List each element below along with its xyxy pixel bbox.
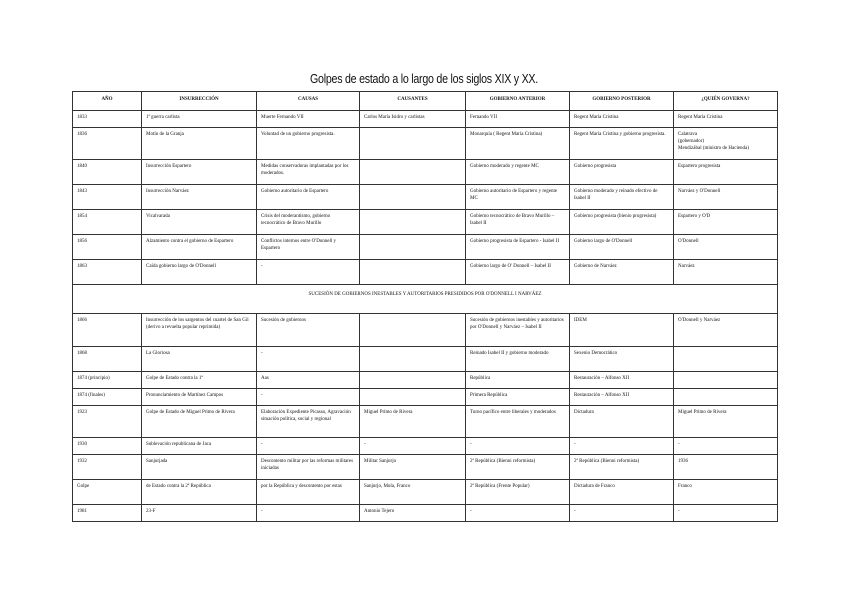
table-cell <box>360 347 466 372</box>
table-cell: - <box>570 438 674 455</box>
table-cell: Descontento militar por las reformas militares iniciadas <box>257 455 360 480</box>
table-cell: Miguel Primo de Rivera <box>674 406 778 438</box>
table-row <box>73 505 778 522</box>
table-cell <box>360 389 466 406</box>
table-cell <box>360 372 466 389</box>
table-cell: República <box>466 372 570 389</box>
table-cell: 2ª República (Bienni reformista) <box>466 455 570 480</box>
table-cell: Carlos María Isidro y carlistas <box>360 111 466 128</box>
table-cell: Elaboración Expediente Picasso, Agravación situación política, social y regional <box>257 406 360 438</box>
table-cell: Caída gobierno largo de O'Donnell <box>142 260 257 285</box>
table-cell <box>674 372 778 389</box>
table-cell: Alzamiento contra el gobierno de Espartero <box>142 235 257 260</box>
table-cell: Gobierno progresista (bienio progresista) <box>570 210 674 235</box>
table-cell: - <box>360 438 466 455</box>
table-cell: Reinado Isabel II y gobierno moderado <box>466 347 570 372</box>
table-row <box>73 372 778 389</box>
table-row <box>73 455 778 480</box>
table-row <box>73 160 778 185</box>
merged-row-text: SUCESIÓN DE GOBIERNOS INESTABLES Y AUTORITARIOS PRESIDIDOS POR O'DONNELL I NARVÁEZ <box>73 285 778 314</box>
table-row <box>73 314 778 347</box>
table-cell: Sucesión de gobiernos inestables y autoritarios por O'Donnell y Narváez – Isabel II <box>466 314 570 347</box>
table-cell: Dictadura de Franco <box>570 480 674 505</box>
table-row <box>73 260 778 285</box>
table-cell: - <box>257 505 360 522</box>
header-who-governs: ¿QUIÉN GOVERNA? <box>674 92 778 111</box>
table-cell: Gobierno progresista <box>570 160 674 185</box>
table-cell: Gobierno moderado y regente MC <box>466 160 570 185</box>
table-cell: Insurrección Espartero <box>142 160 257 185</box>
table-cell <box>360 185 466 210</box>
table-cell <box>360 314 466 347</box>
table-cell: - <box>257 260 360 285</box>
header-causes: CAUSAS <box>257 92 360 111</box>
table-cell: 1840 <box>73 160 142 185</box>
table-row <box>73 128 778 160</box>
table-cell: Gobierno moderado y reinado efectivo de Isabel II <box>570 185 674 210</box>
table-cell: Regent María Cristina <box>570 111 674 128</box>
table-cell: 1932 <box>73 455 142 480</box>
table-cell: Insurrección Narváez <box>142 185 257 210</box>
table-cell: Regent María Cristina <box>674 111 778 128</box>
table-cell: Crisis del moderantismo, gobierno tecnocrático de Bravo Murillo <box>257 210 360 235</box>
header-next-government: GOBIERNO POSTERIOR <box>570 92 674 111</box>
table-cell: - <box>466 505 570 522</box>
table-cell: por la República y descontento por estas <box>257 480 360 505</box>
table-cell: Regent María Cristina y gobierno progresista. <box>570 128 674 160</box>
table-cell: - <box>257 389 360 406</box>
table-cell: Sublevación republicana de Jaca <box>142 438 257 455</box>
table-cell: - <box>570 505 674 522</box>
table-cell: Gobierno de Narváez <box>570 260 674 285</box>
table-cell: Espartero y O'D <box>674 210 778 235</box>
table-cell: Sanjurjo, Mola, Franco <box>360 480 466 505</box>
table-cell: 1923 <box>73 406 142 438</box>
table-cell: Muerte Fernando VII <box>257 111 360 128</box>
table-cell: Gobierno autoritario de Espartero y regente MC <box>466 185 570 210</box>
table-cell: Primera República <box>466 389 570 406</box>
table-row <box>73 389 778 406</box>
table-cell: Insurrección de los sargentos del cuartel de San Gil (derivo a revuelta popular reprimida) <box>142 314 257 347</box>
table-cell: Gobierno largo de O'Donnell <box>570 235 674 260</box>
table-cell <box>360 260 466 285</box>
table-cell: 1981 <box>73 505 142 522</box>
table-cell: Aas <box>257 372 360 389</box>
table-body-merged <box>73 285 778 314</box>
page-title: Golpes de estado a lo largo de los siglos XIX y XX. <box>309 71 539 86</box>
table-cell <box>674 347 778 372</box>
table-cell: Sucesión de gobiernos <box>257 314 360 347</box>
table-cell: 1866 <box>73 314 142 347</box>
table-cell: IDEM <box>570 314 674 347</box>
table-cell: 1836 <box>73 128 142 160</box>
table-cell: 1ª guerra carlista <box>142 111 257 128</box>
table-cell: La Gloriosa <box>142 347 257 372</box>
table-cell: - <box>257 347 360 372</box>
table-cell: Dictadura <box>570 406 674 438</box>
table-cell: O'Donnell <box>674 235 778 260</box>
table-cell: 1930 <box>73 438 142 455</box>
table-cell: Militar Sanjurjo <box>360 455 466 480</box>
table-cell: Gobierno progresista de Espartero - Isabel II <box>466 235 570 260</box>
table-cell: 2ª República (Bienni reformista) <box>570 455 674 480</box>
table-cell: Antonio Tejero <box>360 505 466 522</box>
table-cell: Gobierno autoritario de Espartero <box>257 185 360 210</box>
table-cell: 2ª República (Frente Popular) <box>466 480 570 505</box>
header-insurrection: INSURRECCIÓN <box>142 92 257 111</box>
table-cell: Calatrava (gobernador) Mendizábal (ministro de Hacienda) <box>674 128 778 160</box>
table-cell: Sanjurjada <box>142 455 257 480</box>
table-cell: 1874 (finales) <box>73 389 142 406</box>
table-cell: Miguel Primo de Rivera <box>360 406 466 438</box>
table-cell <box>674 389 778 406</box>
coups-table <box>72 91 778 522</box>
header-instigators: CAUSANTES <box>360 92 466 111</box>
table-cell: Motín de la Granja <box>142 128 257 160</box>
table-cell: Fernando VII <box>466 111 570 128</box>
table-cell: O'Donnell y Narváez <box>674 314 778 347</box>
table-cell: - <box>466 438 570 455</box>
table-cell: 23-F <box>142 505 257 522</box>
table-row <box>73 438 778 455</box>
header-previous-government: GOBIERNO ANTERIOR <box>466 92 570 111</box>
table-cell <box>360 235 466 260</box>
table-cell: Restauración – Alfonso XII <box>570 389 674 406</box>
table-cell: Narváez <box>674 260 778 285</box>
table-cell: Golpe de Estado de Miguel Primo de Rivera <box>142 406 257 438</box>
table-cell: Turno pacífico entre liberales y moderados <box>466 406 570 438</box>
table-cell: Golpe de Estado contra la 1ª <box>142 372 257 389</box>
table-cell: 1833 <box>73 111 142 128</box>
table-row <box>73 111 778 128</box>
table-cell: 1854 <box>73 210 142 235</box>
table-cell: 1936 <box>674 455 778 480</box>
table-cell: 1868 <box>73 347 142 372</box>
table-cell <box>360 160 466 185</box>
table-cell: Gobierno largo de O' Donnell – Isabel II <box>466 260 570 285</box>
table-cell: Conflictos internos entre O'Donnell y Espartero <box>257 235 360 260</box>
table-cell: - <box>257 438 360 455</box>
table-row <box>73 235 778 260</box>
table-cell: Vicalvarada <box>142 210 257 235</box>
table-row <box>73 480 778 505</box>
table-cell: Gobierno tecnocrático de Bravo Murillo – Isabel II <box>466 210 570 235</box>
table-row <box>73 347 778 372</box>
table-body-bottom <box>73 314 778 522</box>
table-cell <box>360 210 466 235</box>
table-body-top <box>73 111 778 285</box>
table-cell: Medidas conservadoras implantadas por los moderados. <box>257 160 360 185</box>
table-cell: Voluntad de un gobierno progresista. <box>257 128 360 160</box>
table-cell: - <box>674 438 778 455</box>
table-cell: Narváez y O'Donnell <box>674 185 778 210</box>
table-cell: - <box>674 505 778 522</box>
table-cell: Pronunciamiento de Martínez Campos <box>142 389 257 406</box>
header-row <box>73 92 778 111</box>
table-cell: de Estado contra la 2ª República <box>142 480 257 505</box>
table-row <box>73 210 778 235</box>
table-cell: 1856 <box>73 235 142 260</box>
table-cell: Espartero progresista <box>674 160 778 185</box>
header-year: AÑO <box>73 92 142 111</box>
table-cell: 1863 <box>73 260 142 285</box>
table-cell: Sexenio Democrático <box>570 347 674 372</box>
table-cell: Franco <box>674 480 778 505</box>
merged-row <box>73 285 778 314</box>
table-row <box>73 406 778 438</box>
table-cell: Golpe <box>73 480 142 505</box>
table-cell: Monarquía ( Regent María Cristina) <box>466 128 570 160</box>
table-cell: 1874 (principio) <box>73 372 142 389</box>
table-row <box>73 185 778 210</box>
table-cell: 1843 <box>73 185 142 210</box>
table-cell <box>360 128 466 160</box>
table-cell: Restauración – Alfonso XII <box>570 372 674 389</box>
